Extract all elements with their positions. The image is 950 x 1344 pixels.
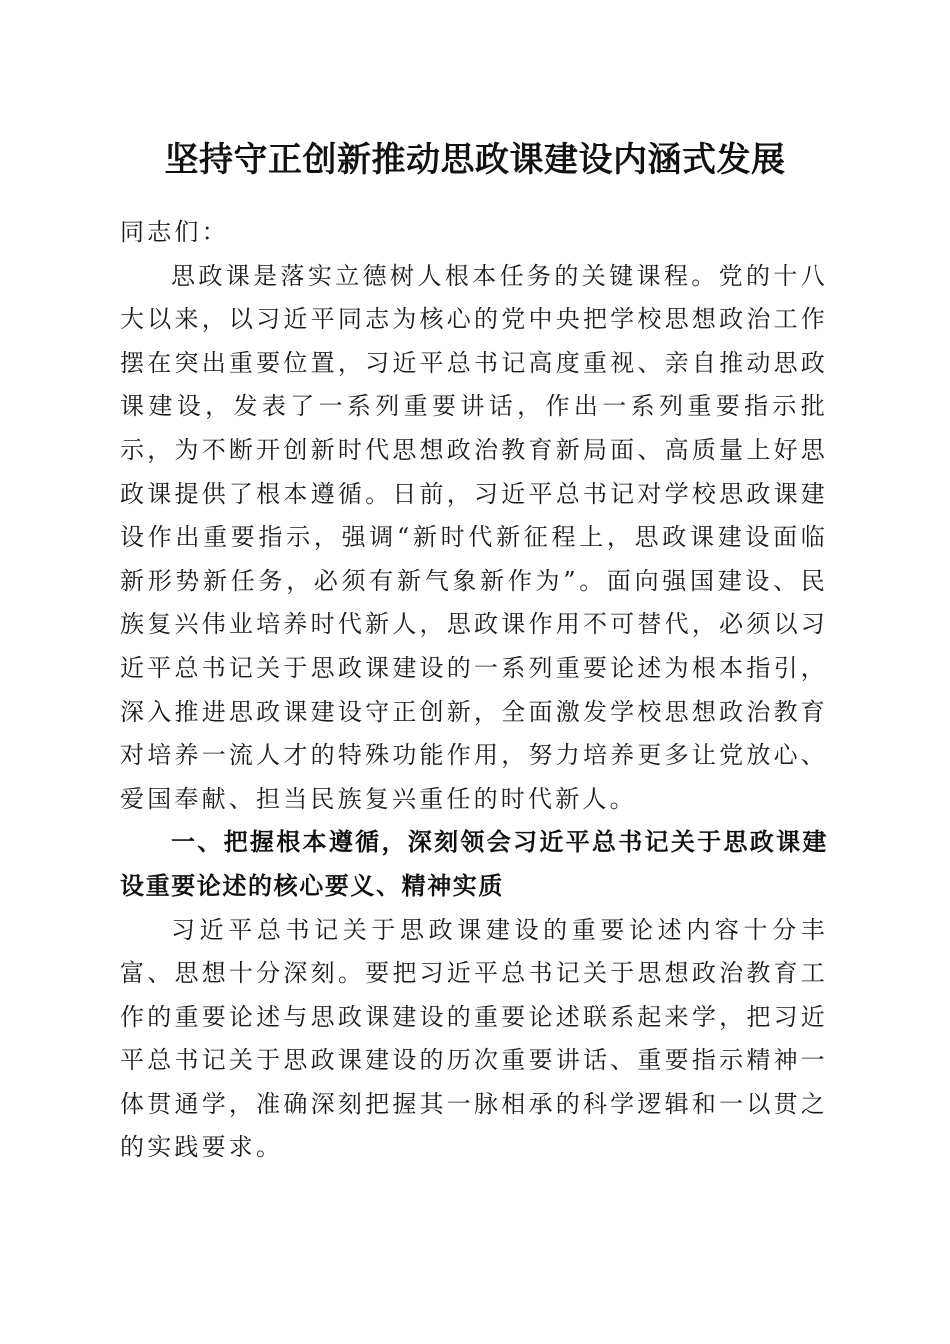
- section-paragraph: 习近平总书记关于思政课建设的重要论述内容十分丰富、思想十分深刻。要把习近平总书记关于思想政治教育工作的重要论述与思政课建设的重要论述联系起来学，把习近平总书记关于思政课建设的历次重要讲话、重要指示精神一体贯通学，准确深刻把握其一脉相承的科学逻辑和一以贯之的实践要求。: [120, 915, 828, 1162]
- intro-paragraph: 思政课是落实立德树人根本任务的关键课程。党的十八大以来，以习近平同志为核心的党中央把学校思想政治工作摆在突出重要位置，习近平总书记高度重视、亲自推动思政课建设，发表了一系列重要讲话，作出一系列重要指示批示，为不断开创新时代思想政治教育新局面、高质量上好思政课提供了根本遵循。日前，习近平总书记对学校思政课建设作出重要指示，强调“新时代新征程上，思政课建设面临新形势新任务，必须有新气象新作为”。面向强国建设、民族复兴伟业培养时代新人，思政课作用不可替代，必须以习近平总书记关于思政课建设的一系列重要论述为根本指引，深入推进思政课建设守正创新，全面激发学校思想政治教育对培养一流人才的特殊功能作用，努力培养更多让党放心、爱国奉献、担当民族复兴重任的时代新人。: [120, 261, 828, 813]
- document-body: [120, 211, 828, 1170]
- section-heading: 一、把握根本遵循，深刻领会习近平总书记关于思政课建设重要论述的核心要义、精神实质: [120, 828, 828, 900]
- salutation: 同志们：: [120, 218, 229, 246]
- document-title: 坚持守正创新推动思政课建设内涵式发展: [164, 140, 786, 180]
